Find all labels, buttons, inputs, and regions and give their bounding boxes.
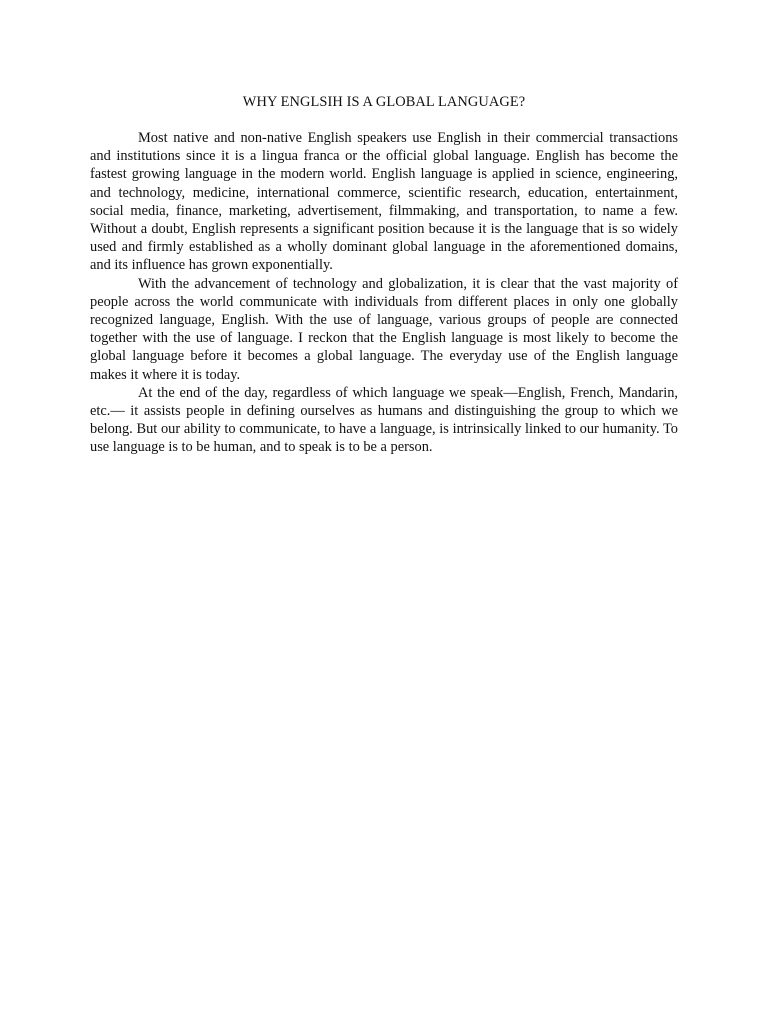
document-title: WHY ENGLSIH IS A GLOBAL LANGUAGE?	[242, 94, 526, 110]
paragraph-3: At the end of the day, regardless of which language we speak—English, French, Mandarin, etc.— it assists people in defining ourselves as humans and distinguishing the group to which we belong. But our ability to communicate, to have a language, is intrinsically linked to our humanity. To use language is to be human, and to speak is to be a person.	[90, 384, 678, 456]
paragraph-1: Most native and non-native English speakers use English in their commercial transactions and institutions since it is a lingua franca or the official global language. English has become the fastest growing language in the modern world. English language is applied in science, engineering, and technology, medicine, international commerce, scientific research, education, entertainment, social media, finance, marketing, advertisement, filmmaking, and transportation, to name a few. Without a doubt, English represents a significant position because it is the language that is so widely used and firmly established as a wholly dominant global language in the aforementioned domains, and its influence has grown exponentially.	[90, 130, 678, 274]
paragraph-2: With the advancement of technology and globalization, it is clear that the vast majority of people across the world communicate with individuals from different places in only one globally recognized language, English. With the use of language, various groups of people are connected together with the use of language. I reckon that the English language is most likely to become the global language before it becomes a global language. The everyday use of the English language makes it where it is today.	[90, 275, 678, 383]
document-body	[90, 93, 678, 457]
